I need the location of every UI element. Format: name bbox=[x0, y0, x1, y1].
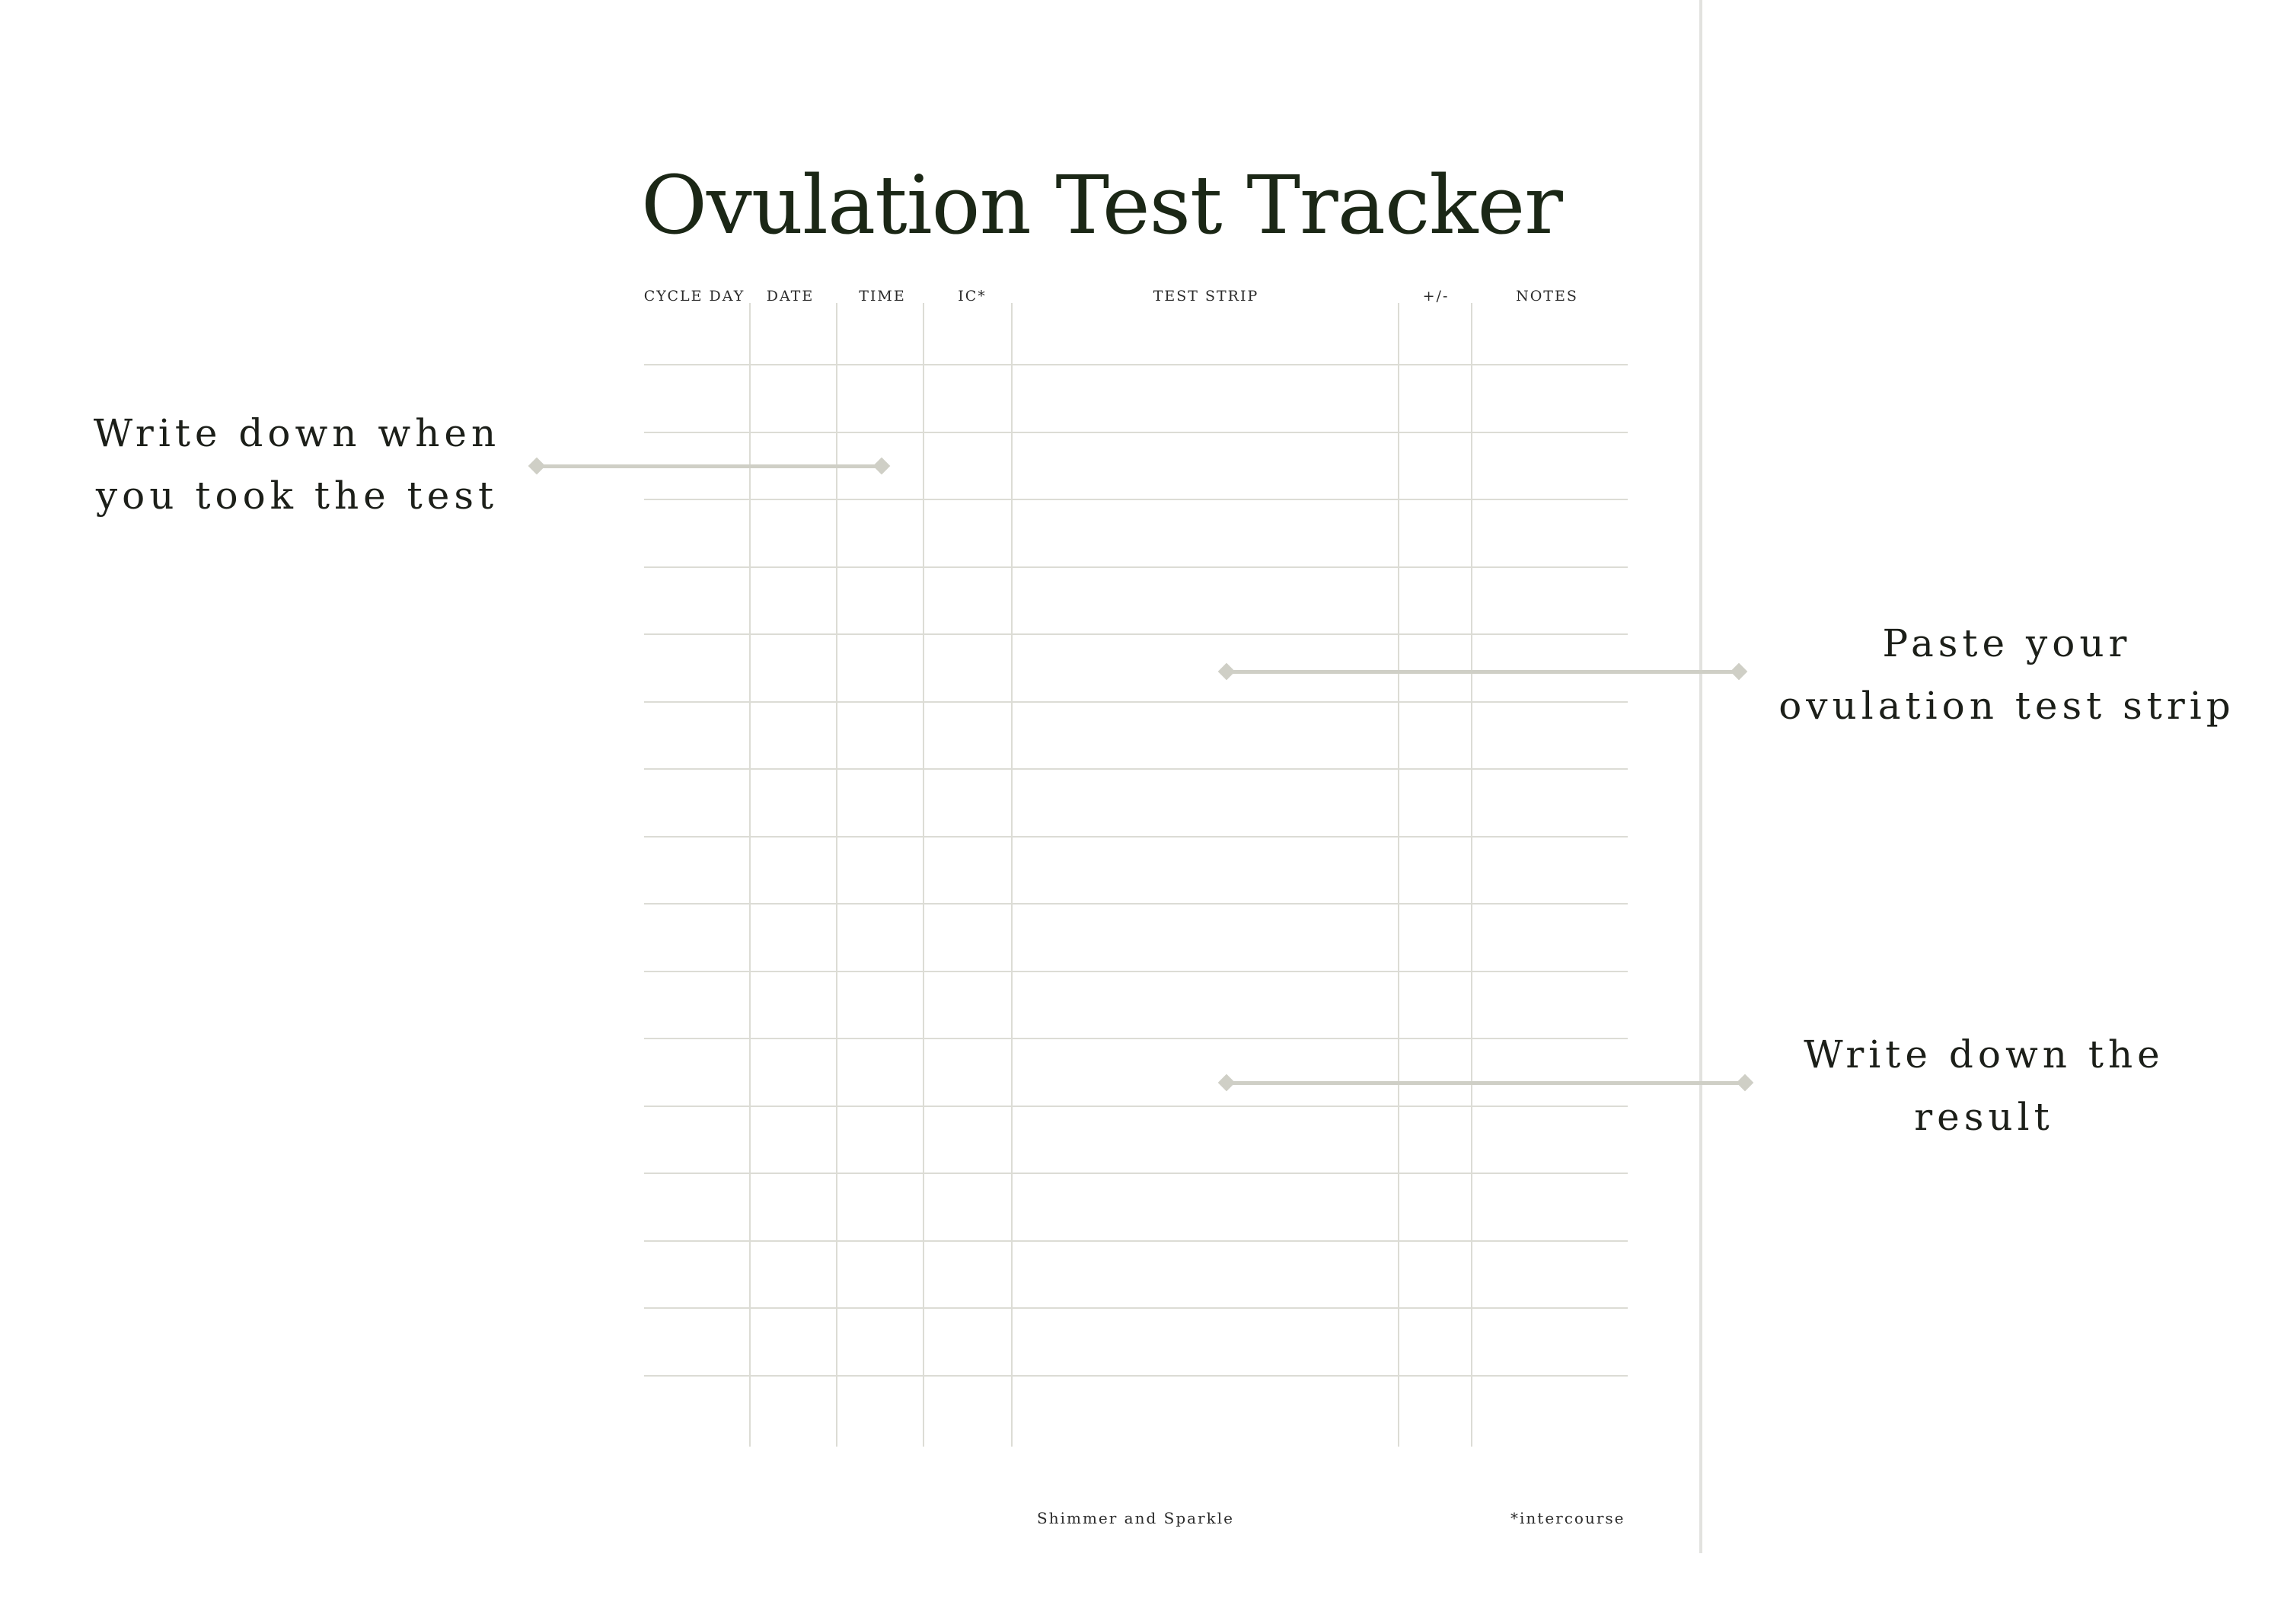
column-header-ic: IC* bbox=[958, 288, 987, 305]
grid-row-line bbox=[644, 1240, 1628, 1242]
grid-row-line bbox=[644, 1038, 1628, 1039]
grid-column-line bbox=[923, 303, 924, 1447]
grid-row-line bbox=[644, 1106, 1628, 1107]
footnote: *intercourse bbox=[1510, 1509, 1625, 1527]
column-header-test-strip: TEST STRIP bbox=[1153, 288, 1259, 305]
grid-row-line bbox=[644, 633, 1628, 635]
annotation-time-line-2: you took the test bbox=[95, 474, 499, 518]
annotation-time-line-1: Write down when bbox=[93, 411, 501, 455]
grid-column-line bbox=[836, 303, 837, 1447]
grid-row-line bbox=[644, 499, 1628, 500]
grid-row-line bbox=[644, 971, 1628, 972]
grid-row-line bbox=[644, 1307, 1628, 1309]
grid-row-line bbox=[644, 432, 1628, 433]
annotation-result-end-marker bbox=[1737, 1074, 1754, 1092]
grid-row-line bbox=[644, 566, 1628, 568]
annotation-result-leader bbox=[1226, 1081, 1746, 1085]
grid-column-line bbox=[1011, 303, 1013, 1447]
grid-column-line bbox=[1398, 303, 1399, 1447]
annotation-result-line-1: Write down the bbox=[1804, 1032, 2164, 1077]
annotation-time bbox=[69, 402, 525, 527]
grid-row-line bbox=[644, 1173, 1628, 1174]
grid-column-line bbox=[749, 303, 751, 1447]
grid-row-line bbox=[644, 836, 1628, 838]
grid-row-line bbox=[644, 701, 1628, 703]
grid-row-line bbox=[644, 364, 1628, 365]
column-header-notes: NOTES bbox=[1516, 288, 1578, 305]
grid-row-line bbox=[644, 768, 1628, 770]
page-title: Ovulation Test Tracker bbox=[641, 158, 1562, 252]
annotation-strip-end-marker bbox=[1731, 663, 1748, 681]
grid-column-line bbox=[1471, 303, 1472, 1447]
annotation-time-leader bbox=[534, 464, 882, 468]
column-header-date: DATE bbox=[766, 288, 815, 305]
grid-row-line bbox=[644, 1375, 1628, 1377]
annotation-strip-line-2: ovulation test strip bbox=[1778, 684, 2235, 728]
brand-footer: Shimmer and Sparkle bbox=[1037, 1509, 1234, 1527]
column-header-cycle-day: CYCLE DAY bbox=[643, 288, 745, 305]
column-header-time: TIME bbox=[859, 288, 906, 305]
annotation-strip-leader bbox=[1226, 670, 1740, 674]
annotation-strip-line-1: Paste your bbox=[1882, 621, 2132, 665]
column-header-result: +/- bbox=[1422, 288, 1450, 305]
grid-row-line bbox=[644, 903, 1628, 905]
annotation-result-line-2: result bbox=[1914, 1095, 2054, 1139]
annotation-result bbox=[1756, 1023, 2212, 1148]
annotation-strip bbox=[1756, 612, 2258, 737]
